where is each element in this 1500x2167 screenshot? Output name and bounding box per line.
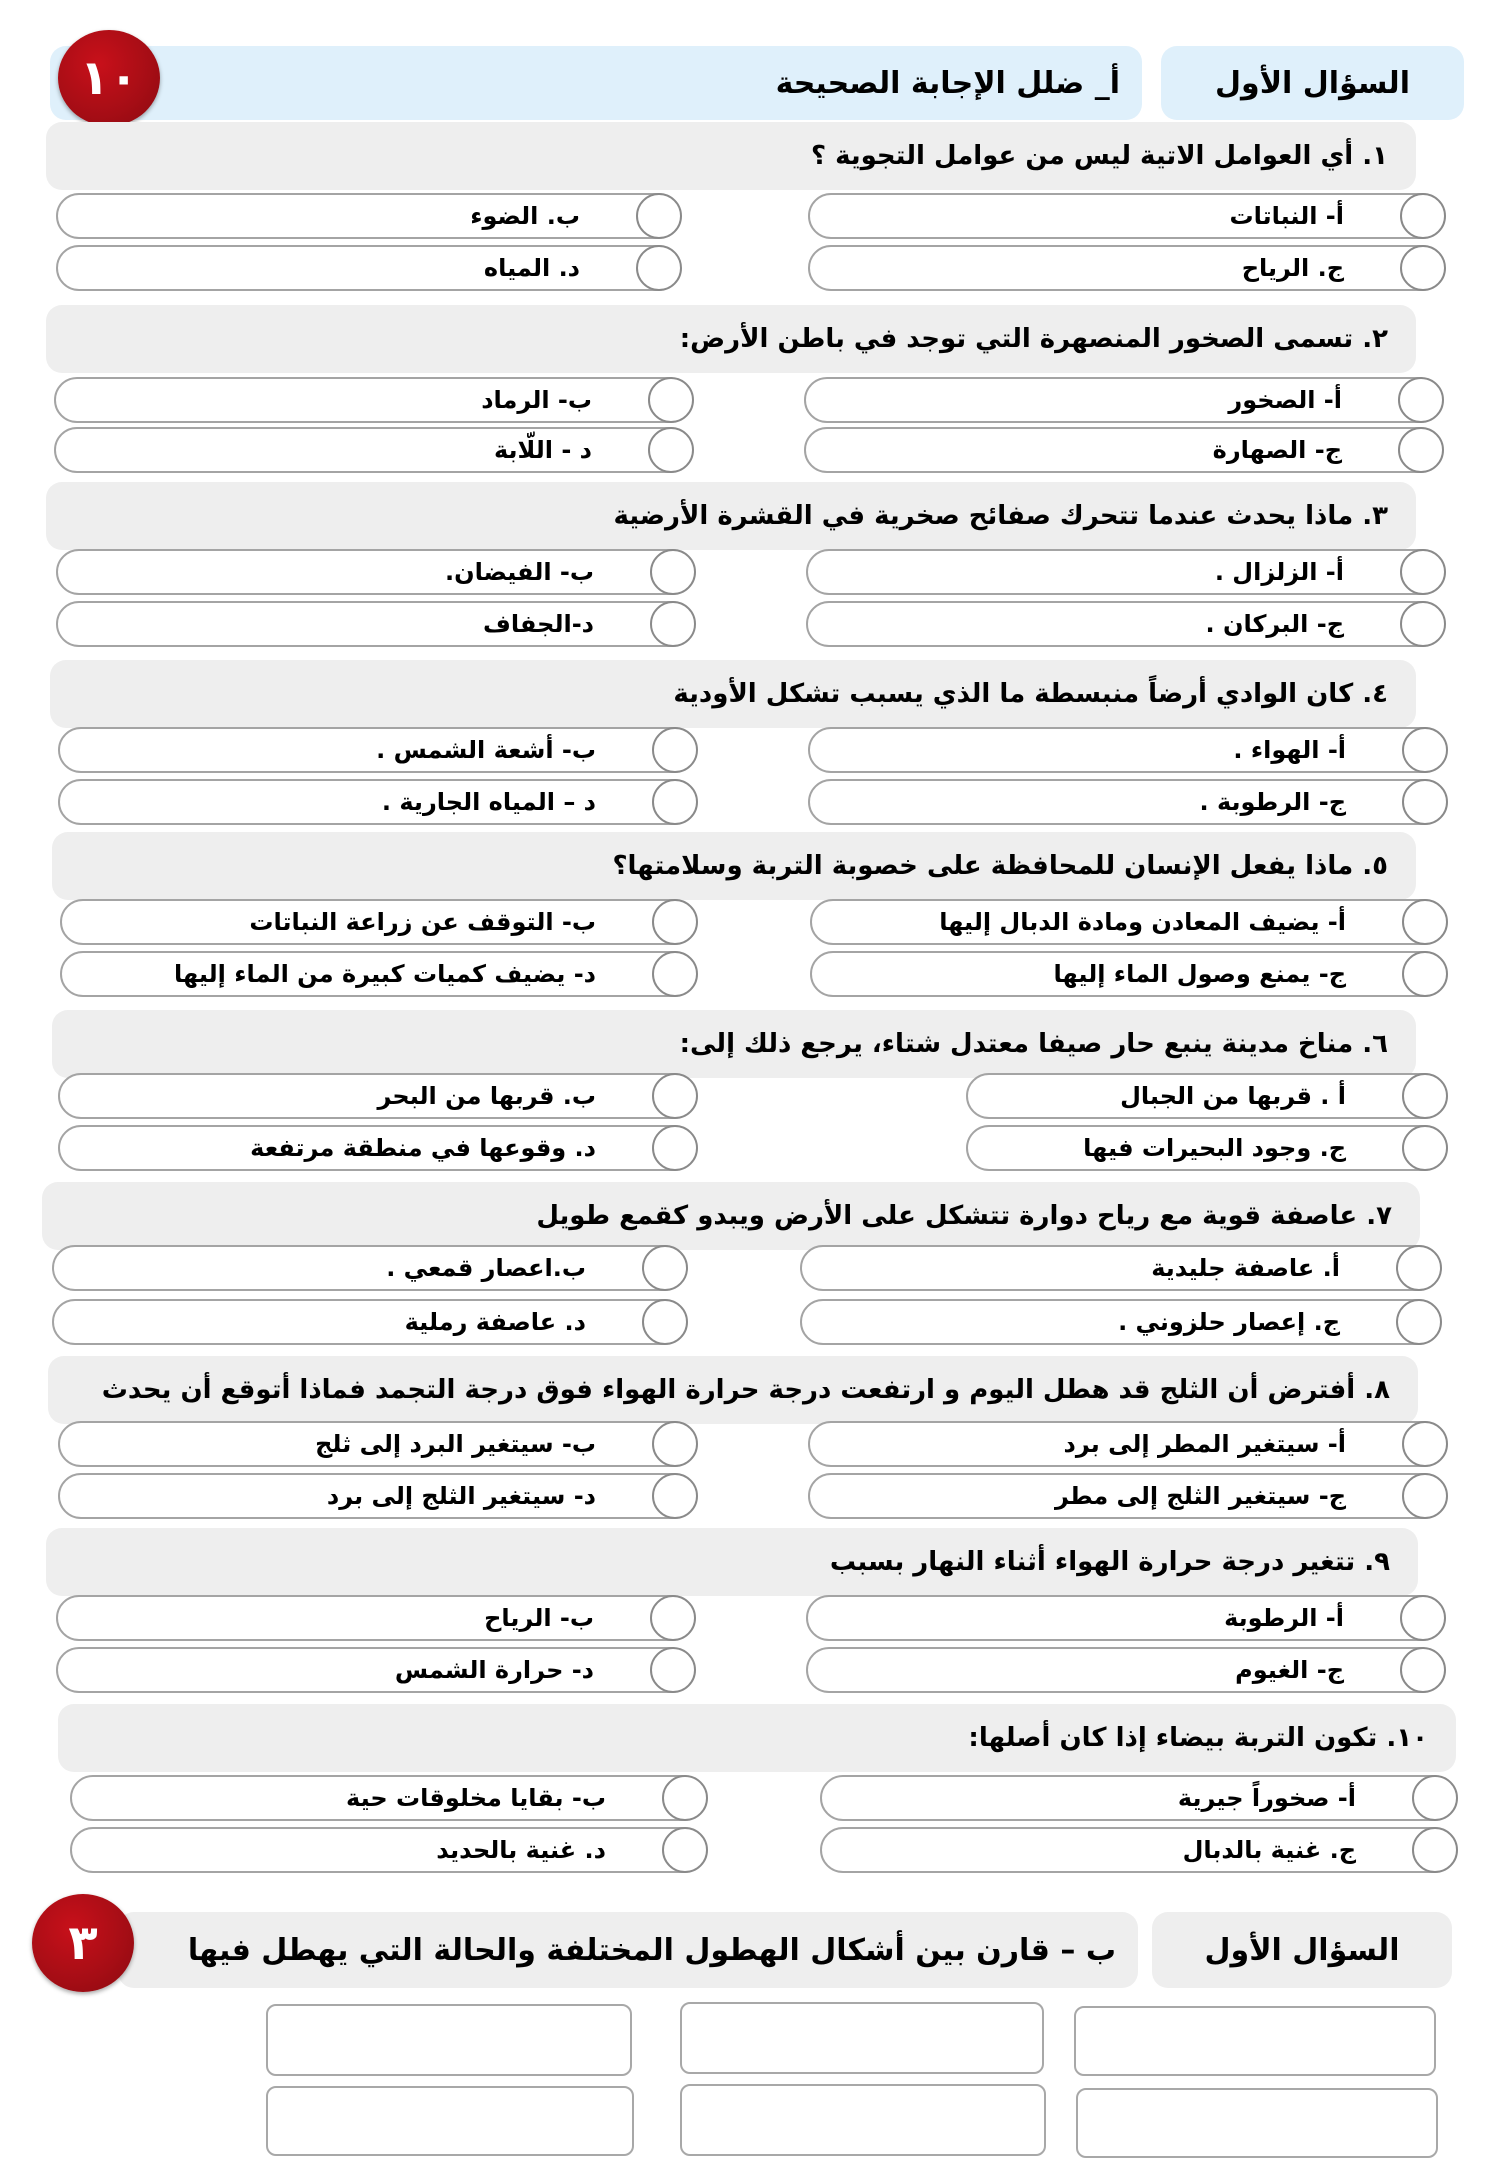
option-pill xyxy=(808,727,1446,773)
radio-button[interactable] xyxy=(1398,377,1444,423)
option-b[interactable] xyxy=(58,1073,696,1119)
option-label: ب.اعصار قمعي . xyxy=(386,1254,586,1282)
radio-button[interactable] xyxy=(648,377,694,423)
question-text: ١. أي العوامل الاتية ليس من عوامل التجوية ؟ xyxy=(810,141,1388,171)
option-label: ج. غنية بالدبال xyxy=(1182,1836,1356,1864)
option-pill xyxy=(56,1647,694,1693)
score-badge-b: ٣ xyxy=(32,1894,134,1992)
radio-button[interactable] xyxy=(662,1827,708,1873)
option-label: د – المياه الجارية . xyxy=(381,788,596,816)
option-label: د. وقوعها في منطقة مرتفعة xyxy=(250,1134,596,1162)
option-pill xyxy=(806,549,1444,595)
option-pill xyxy=(54,377,692,423)
option-c[interactable] xyxy=(806,1647,1444,1693)
option-d[interactable] xyxy=(58,779,696,825)
option-label: د. المياه xyxy=(483,254,580,282)
option-pill xyxy=(56,549,694,595)
option-pill xyxy=(804,377,1442,423)
question-bar xyxy=(42,1182,1420,1250)
option-c[interactable] xyxy=(808,779,1446,825)
option-pill xyxy=(54,427,692,473)
option-d[interactable] xyxy=(56,1647,694,1693)
option-label: أ. عاصفة جليدية xyxy=(1151,1254,1340,1282)
radio-button[interactable] xyxy=(652,951,698,997)
option-pill xyxy=(806,601,1444,647)
radio-button[interactable] xyxy=(652,1125,698,1171)
radio-button[interactable] xyxy=(1402,1421,1448,1467)
option-pill xyxy=(806,1647,1444,1693)
option-label: د- يضيف كميات كبيرة من الماء إليها xyxy=(173,960,596,988)
option-label: د - اللّابة xyxy=(493,436,592,464)
option-pill xyxy=(808,779,1446,825)
radio-button[interactable] xyxy=(642,1245,688,1291)
option-label: ب. الضوء xyxy=(470,202,580,230)
question-bar xyxy=(46,122,1416,190)
option-c[interactable] xyxy=(966,1125,1446,1171)
answer-cell[interactable] xyxy=(1074,2006,1436,2076)
option-pill xyxy=(52,1299,686,1345)
radio-button[interactable] xyxy=(1402,779,1448,825)
question-text: ٧. عاصفة قوية مع رياح دوارة تتشكل على الأرض ويبدو كقمع طويل xyxy=(536,1201,1392,1231)
radio-button[interactable] xyxy=(652,899,698,945)
question-text: ٢. تسمى الصخور المنصهرة التي توجد في باطن الأرض: xyxy=(679,324,1388,354)
radio-button[interactable] xyxy=(652,779,698,825)
option-label: ج- الصهارة xyxy=(1212,436,1342,464)
option-label: ج. الرياح xyxy=(1241,254,1344,282)
radio-button[interactable] xyxy=(1400,1595,1446,1641)
option-label: أ- الرطوبة xyxy=(1224,1604,1344,1632)
option-pill xyxy=(820,1775,1456,1821)
option-b[interactable] xyxy=(58,727,696,773)
radio-button[interactable] xyxy=(1400,549,1446,595)
option-label: أ- يضيف المعادن ومادة الدبال إليها xyxy=(939,908,1346,936)
radio-button[interactable] xyxy=(650,601,696,647)
question-text: ١٠. تكون التربة بيضاء إذا كان أصلها: xyxy=(968,1723,1428,1753)
option-b[interactable] xyxy=(58,1421,696,1467)
option-b[interactable] xyxy=(54,377,692,423)
option-c[interactable] xyxy=(806,601,1444,647)
option-pill xyxy=(820,1827,1456,1873)
option-a[interactable] xyxy=(806,1595,1444,1641)
option-label: أ- النباتات xyxy=(1229,202,1344,230)
option-pill xyxy=(56,245,680,291)
option-b[interactable] xyxy=(56,1595,694,1641)
option-a[interactable] xyxy=(966,1073,1446,1119)
option-label: ب- سيتغير البرد إلى ثلج xyxy=(315,1430,596,1458)
option-pill xyxy=(56,1595,694,1641)
option-label: د-الجفاف xyxy=(483,610,594,638)
radio-button[interactable] xyxy=(1398,427,1444,473)
option-label: أ- الزلزال . xyxy=(1214,558,1344,586)
radio-button[interactable] xyxy=(1400,601,1446,647)
radio-button[interactable] xyxy=(1402,1125,1448,1171)
question-text: ٩. تتغير درجة حرارة الهواء أثناء النهار بسبب xyxy=(829,1547,1390,1577)
radio-button[interactable] xyxy=(650,549,696,595)
option-label: د. غنية بالحديد xyxy=(436,1836,606,1864)
question-text: ٣. ماذا يحدث عندما تتحرك صفائح صخرية في القشرة الأرضية xyxy=(613,501,1388,531)
option-label: أ- الهواء . xyxy=(1233,736,1346,764)
question-bar xyxy=(46,482,1416,550)
option-label: ج. إعصار حلزوني . xyxy=(1118,1308,1340,1336)
radio-button[interactable] xyxy=(1402,727,1448,773)
radio-button[interactable] xyxy=(648,427,694,473)
part-b-title-box xyxy=(118,1912,1138,1988)
option-d[interactable] xyxy=(52,1299,686,1345)
option-label: ب- التوقف عن زراعة النباتات xyxy=(249,908,596,936)
option-label: ج- يمنع وصول الماء إليها xyxy=(1053,960,1346,988)
radio-button[interactable] xyxy=(662,1775,708,1821)
option-label: أ . قربها من الجبال xyxy=(1120,1082,1346,1110)
answer-cell[interactable] xyxy=(266,2004,632,2076)
option-a[interactable] xyxy=(808,1421,1446,1467)
option-pill xyxy=(56,601,694,647)
option-d[interactable] xyxy=(70,1827,706,1873)
option-d[interactable] xyxy=(56,601,694,647)
option-pill xyxy=(808,245,1444,291)
option-label: ج- الغيوم xyxy=(1235,1656,1344,1684)
part-a-title: أ_ ضلل الإجابة الصحيحة xyxy=(775,65,1120,101)
option-pill xyxy=(806,1595,1444,1641)
option-a[interactable] xyxy=(804,377,1442,423)
answer-cell[interactable] xyxy=(1076,2088,1438,2158)
section-label-b: السؤال الأول xyxy=(1204,1932,1400,1968)
radio-button[interactable] xyxy=(636,193,682,239)
option-label: د- سيتغير الثلج إلى برد xyxy=(326,1482,596,1510)
option-a[interactable] xyxy=(820,1775,1456,1821)
option-c[interactable] xyxy=(800,1299,1440,1345)
option-c[interactable] xyxy=(820,1827,1456,1873)
option-pill xyxy=(70,1827,706,1873)
option-c[interactable] xyxy=(804,427,1442,473)
radio-button[interactable] xyxy=(1400,245,1446,291)
option-label: أ- سيتغير المطر إلى برد xyxy=(1063,1430,1346,1458)
radio-button[interactable] xyxy=(652,1421,698,1467)
question-text: ٥. ماذا يفعل الإنسان للمحافظة على خصوبة التربة وسلامتها؟ xyxy=(612,851,1388,881)
question-bar xyxy=(58,1704,1456,1772)
radio-button[interactable] xyxy=(1396,1299,1442,1345)
question-bar xyxy=(52,832,1416,900)
option-pill xyxy=(804,427,1442,473)
option-label: أ- صخوراً جيرية xyxy=(1177,1784,1356,1812)
section-label-box xyxy=(1161,46,1464,120)
radio-button[interactable] xyxy=(652,1073,698,1119)
option-label: ب- الرماد xyxy=(481,386,592,414)
option-pill xyxy=(56,193,680,239)
radio-button[interactable] xyxy=(1402,1073,1448,1119)
part-b-title: ب – قارن بين أشكال الهطول المختلفة والحالة التي يهطل فيها xyxy=(187,1932,1116,1968)
score-badge: ١٠ xyxy=(58,30,160,126)
section-label-box-b xyxy=(1152,1912,1452,1988)
option-b[interactable] xyxy=(56,193,680,239)
option-d[interactable] xyxy=(58,1125,696,1171)
radio-button[interactable] xyxy=(1402,951,1448,997)
option-b[interactable] xyxy=(60,899,696,945)
radio-button[interactable] xyxy=(636,245,682,291)
radio-button[interactable] xyxy=(652,727,698,773)
radio-button[interactable] xyxy=(1400,193,1446,239)
option-label: ب- الفيضان. xyxy=(444,558,594,586)
option-pill xyxy=(808,193,1444,239)
question-bar xyxy=(46,1528,1418,1596)
radio-button[interactable] xyxy=(650,1595,696,1641)
question-text: ٤. كان الوادي أرضاً منبسطة ما الذي يسبب تشكل الأودية xyxy=(673,679,1388,709)
option-b[interactable] xyxy=(52,1245,686,1291)
option-b[interactable] xyxy=(70,1775,706,1821)
option-label: د. عاصفة رملية xyxy=(404,1308,586,1336)
option-a[interactable] xyxy=(810,899,1446,945)
option-d[interactable] xyxy=(56,245,680,291)
answer-cell[interactable] xyxy=(680,2002,1044,2074)
answer-cell[interactable] xyxy=(266,2086,634,2156)
radio-button[interactable] xyxy=(642,1299,688,1345)
option-pill xyxy=(52,1245,686,1291)
option-label: ب- أشعة الشمس . xyxy=(376,736,596,764)
radio-button[interactable] xyxy=(1400,1647,1446,1693)
radio-button[interactable] xyxy=(1412,1827,1458,1873)
radio-button[interactable] xyxy=(652,1473,698,1519)
option-c[interactable] xyxy=(808,1473,1446,1519)
radio-button[interactable] xyxy=(650,1647,696,1693)
option-d[interactable] xyxy=(54,427,692,473)
question-bar xyxy=(46,305,1416,373)
option-label: ب- بقايا مخلوقات حية xyxy=(346,1784,606,1812)
option-pill xyxy=(800,1245,1440,1291)
question-bar xyxy=(50,660,1416,728)
option-label: ج- الرطوبة . xyxy=(1199,788,1346,816)
radio-button[interactable] xyxy=(1412,1775,1458,1821)
option-b[interactable] xyxy=(56,549,694,595)
option-c[interactable] xyxy=(810,951,1446,997)
answer-cell[interactable] xyxy=(680,2084,1046,2156)
option-label: ب- الرياح xyxy=(484,1604,594,1632)
option-d[interactable] xyxy=(60,951,696,997)
option-label: ج- البركان . xyxy=(1205,610,1344,638)
question-text: ٨. أفترض أن الثلج قد هطل اليوم و ارتفعت درجة حرارة الهواء فوق درجة التجمد فماذا أتوقع أن يحدث xyxy=(101,1375,1390,1405)
option-label: ج. وجود البحيرات فيها xyxy=(1083,1134,1346,1162)
option-a[interactable] xyxy=(800,1245,1440,1291)
section-label: السؤال الأول xyxy=(1215,65,1410,101)
question-text: ٦. مناخ مدينة ينبع حار صيفا معتدل شتاء، يرجع ذلك إلى: xyxy=(679,1029,1388,1059)
part-a-title-box xyxy=(50,46,1142,120)
question-bar xyxy=(52,1010,1416,1078)
option-a[interactable] xyxy=(808,193,1444,239)
radio-button[interactable] xyxy=(1396,1245,1442,1291)
option-d[interactable] xyxy=(58,1473,696,1519)
question-bar xyxy=(48,1356,1418,1424)
option-a[interactable] xyxy=(808,727,1446,773)
radio-button[interactable] xyxy=(1402,899,1448,945)
option-pill xyxy=(58,779,696,825)
option-a[interactable] xyxy=(806,549,1444,595)
option-label: أ- الصخور xyxy=(1228,386,1342,414)
option-label: د- حرارة الشمس xyxy=(394,1656,594,1684)
option-label: ب. قربها من البحر xyxy=(377,1082,596,1110)
option-c[interactable] xyxy=(808,245,1444,291)
radio-button[interactable] xyxy=(1402,1473,1448,1519)
option-label: ج- سيتغير الثلج إلى مطر xyxy=(1055,1482,1346,1510)
